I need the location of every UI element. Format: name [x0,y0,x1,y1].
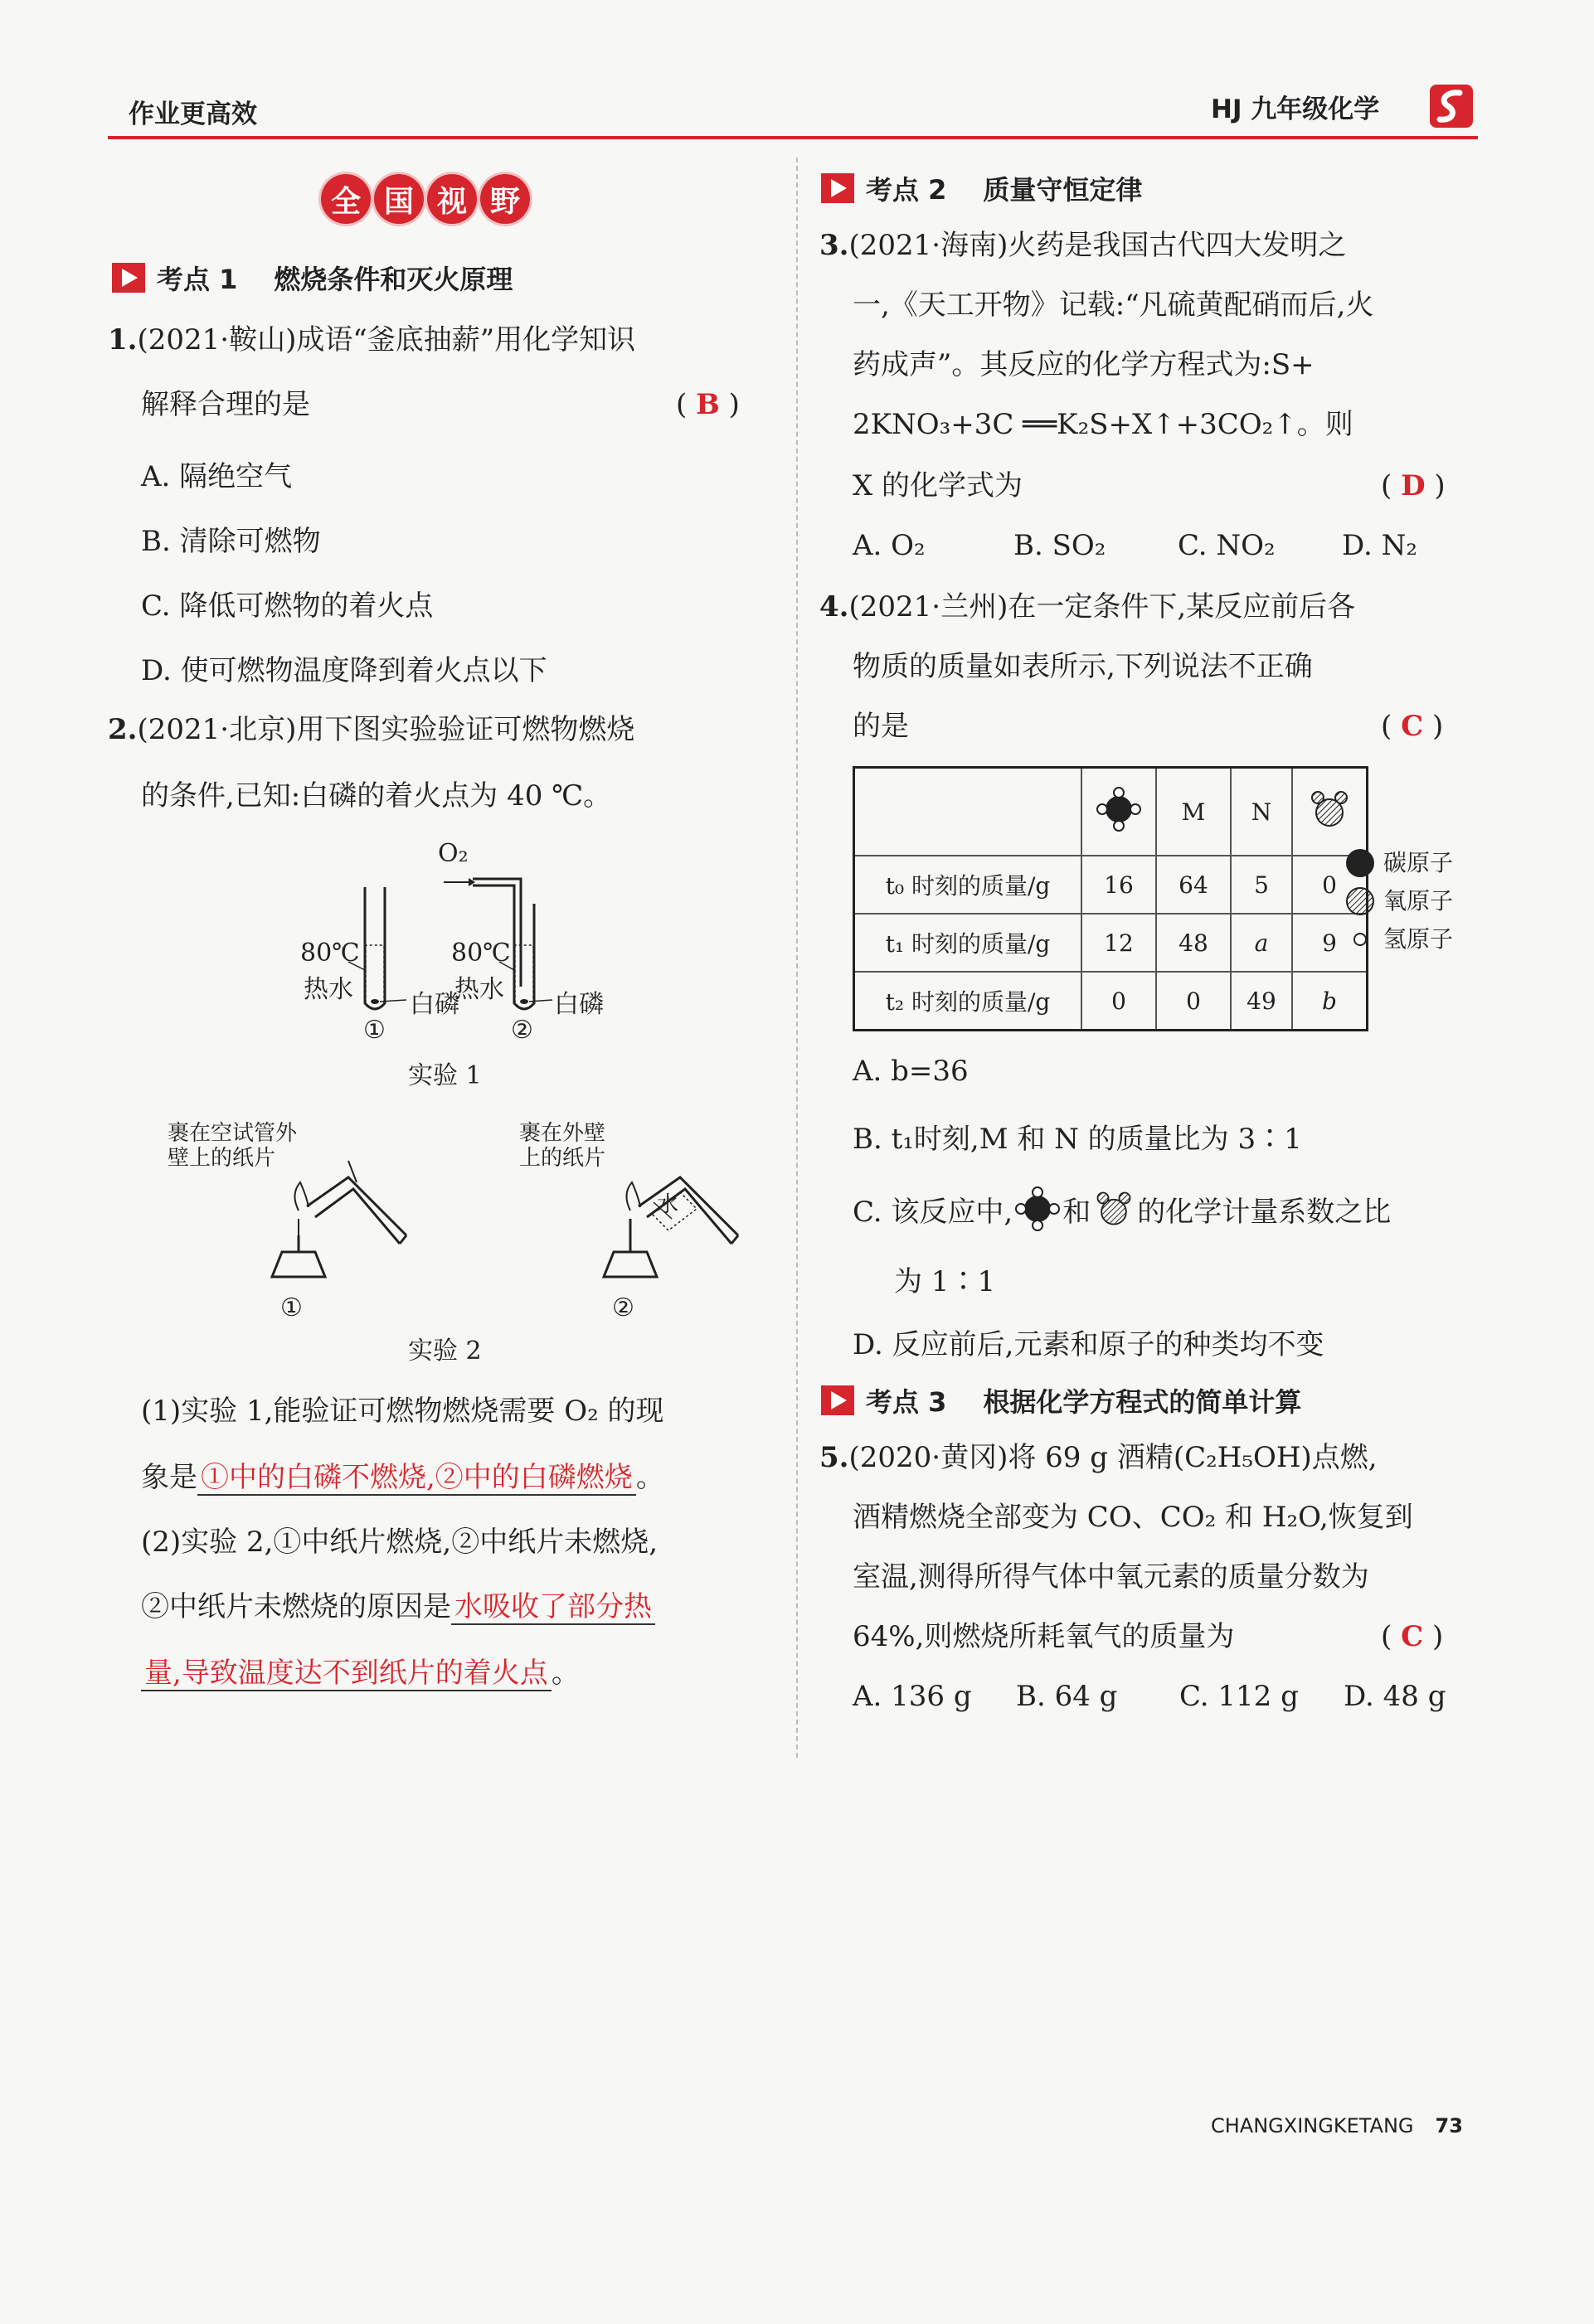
page-footer [1211,2114,1463,2137]
q4-option-c: C. 该反应中, 和 的化学计量系数之比 [853,1184,1391,1234]
header-right: HJ 九年级化学 [1211,95,1380,124]
q2-part2-line1: (2)实验 2,①中纸片燃烧,②中纸片未燃烧, [141,1526,658,1559]
table-cell: 0 [1156,972,1231,1031]
question-5-answer: ( C ) [1381,1620,1444,1653]
q1-option-b: B. 清除可燃物 [141,525,321,558]
banner-char: 视 [427,174,477,224]
q2-part2-line3: 量,导致温度达不到纸片的着火点 。 [141,1657,580,1690]
q5-option-b: B. 64 g [1016,1680,1118,1713]
question-4-line1: 4.(2021·兰州)在一定条件下,某反应前后各 [819,590,1356,623]
carbon-atom-icon [1344,847,1377,880]
table-header-cell [1081,768,1156,856]
topic-label: 考点 1 [157,264,238,295]
exp2-label-2a: 裹在外壁 [519,1121,606,1146]
table-header-cell: M [1156,768,1231,856]
table-cell: 0 [1081,972,1156,1031]
table-cell: 49 [1231,972,1292,1031]
question-1-line1: 1.(2021·鞍山)成语“釜底抽薪”用化学知识 [108,323,636,357]
topic-title: 质量守恒定律 [983,174,1143,206]
exp1-water-2: 热水 [454,975,504,1004]
table-cell: 5 [1231,856,1292,914]
question-4-line3: 的是 [853,710,909,743]
table-row [854,914,1368,972]
q2-part2-answer-a: 水吸收了部分热 [451,1590,655,1625]
question-1-answer: ( B ) [676,388,740,421]
q2-part2-answer-b: 量,导致温度达不到纸片的着火点 [141,1657,552,1691]
q3-option-c: C. NO₂ [1178,529,1276,562]
question-3-line2: 一,《天工开物》记载:“凡硫黄配硝而后,火 [853,289,1374,322]
exp2-mark-1: ① [280,1293,303,1322]
question-3-line4: 2KNO₃+3C ══K₂S+X↑+3CO₂↑。则 [853,408,1353,441]
molecule-h2o-icon [1305,786,1354,832]
play-marker-icon [821,173,854,203]
exp1-temp-2: 80℃ [451,939,511,968]
table-header-cell: N [1231,768,1292,856]
q5-option-a: A. 136 g [853,1680,972,1713]
question-5-line2: 酒精燃烧全部变为 CO、CO₂ 和 H₂O,恢复到 [853,1501,1413,1534]
question-4-line2: 物质的质量如表所示,下列说法不正确 [853,650,1313,683]
q1-option-a: A. 隔绝空气 [141,460,293,493]
banner-char: 野 [480,174,530,224]
play-marker-icon [821,1385,854,1415]
table-header-row [854,768,1368,856]
page-number: 73 [1435,2114,1463,2137]
q5-option-d: D. 48 g [1344,1680,1446,1713]
exp2-label-2b: 上的纸片 [519,1146,606,1171]
topic-heading-1 [112,259,513,297]
atom-legend [1344,844,1453,958]
q2-part1-line1: (1)实验 1,能验证可燃物燃烧需要 O₂ 的现 [141,1395,664,1428]
exp2-water: 水 [657,1192,679,1217]
q3-option-d: D. N₂ [1342,529,1418,562]
question-2-line2: 的条件,已知:白磷的着火点为 40 ℃。 [141,779,612,813]
banner-char: 国 [374,174,424,224]
play-marker-icon [112,263,145,293]
row-label: t₀ 时刻的质量/g [854,856,1082,914]
question-5-line3: 室温,测得所得气体中氧元素的质量分数为 [853,1560,1369,1594]
q3-option-b: B. SO₂ [1013,529,1106,562]
experiment-2-figure [249,1128,746,1310]
exp1-water-1: 热水 [304,975,353,1004]
exp1-caption: 实验 1 [408,1061,482,1090]
table-row [854,856,1368,914]
table-header-cell [1292,768,1368,856]
question-1-line2: 解释合理的是 [141,388,310,421]
legend-item: 氢原子 [1344,920,1453,958]
question-3-answer: ( D ) [1381,469,1446,502]
q1-option-d: D. 使可燃物温度降到着火点以下 [141,654,547,687]
table-cell: a [1231,914,1292,972]
question-3-line5: X 的化学式为 [853,469,1023,502]
row-label: t₂ 时刻的质量/g [854,972,1082,1031]
exp1-phosphorus-1: 白磷 [410,990,459,1019]
question-4-answer: ( C ) [1381,710,1444,743]
molecule-ch4-icon [1013,1184,1062,1234]
hydrogen-atom-icon [1344,923,1377,956]
table-row [854,972,1368,1031]
table-cell: 0 [1292,856,1368,914]
question-5-line4: 64%,则燃烧所耗氧气的质量为 [853,1620,1235,1653]
mass-data-table [853,766,1368,1031]
q5-option-c: C. 112 g [1179,1680,1299,1713]
question-3-line1: 3.(2021·海南)火药是我国古代四大发明之 [819,229,1347,262]
topic-heading-2 [821,169,1142,207]
q2-part2-line2: ②中纸片未燃烧的原因是 水吸收了部分热 [141,1590,655,1623]
q2-part1-line2: 象是 ①中的白磷不燃烧,②中的白磷燃烧 。 [141,1461,664,1494]
o2-label: O₂ [438,839,469,868]
legend-item: 碳原子 [1344,844,1453,882]
exp2-caption: 实验 2 [408,1337,482,1366]
header-rule [108,136,1478,139]
exp1-temp-1: 80℃ [300,939,360,968]
exp2-label-1b: 壁上的纸片 [168,1146,276,1171]
question-5-line1: 5.(2020·黄冈)将 69 g 酒精(C₂H₅OH)点燃, [819,1441,1378,1474]
table-header-cell [854,768,1082,856]
row-label: t₁ 时刻的质量/g [854,914,1082,972]
molecule-ch4-icon [1094,784,1144,834]
q4-option-d: D. 反应前后,元素和原子的种类均不变 [853,1328,1324,1361]
topic-label: 考点 3 [866,1386,947,1418]
q4-option-b: B. t₁时刻,M 和 N 的质量比为 3∶1 [853,1123,1302,1156]
q1-option-c: C. 降低可燃物的着火点 [141,589,434,623]
exp1-mark-2: ② [511,1016,533,1045]
table-cell: 16 [1081,856,1156,914]
oxygen-atom-icon [1344,885,1377,918]
publisher-logo-icon [1428,83,1475,129]
q3-option-a: A. O₂ [853,529,926,562]
table-cell: 64 [1156,856,1231,914]
table-cell: 9 [1292,914,1368,972]
table-cell: 48 [1156,914,1231,972]
footer-brand: CHANGXINGKETANG [1211,2114,1414,2137]
header-left: 作业更高效 [129,99,257,129]
topic-title: 根据化学方程式的简单计算 [983,1386,1302,1418]
legend-item: 氧原子 [1344,882,1453,920]
q4-option-a: A. b=36 [853,1055,969,1088]
banner-char: 全 [321,174,371,224]
table-cell: b [1292,972,1368,1031]
exp2-mark-2: ② [612,1293,634,1322]
topic-label: 考点 2 [866,174,947,206]
q4-option-c-line2: 为 1∶1 [894,1265,996,1298]
topic-heading-3 [821,1381,1301,1419]
molecule-h2o-icon [1091,1187,1137,1230]
q2-part1-answer: ①中的白磷不燃烧,②中的白磷燃烧 [197,1461,636,1496]
column-divider [796,158,798,1758]
table-cell: 12 [1081,914,1156,972]
exp2-label-1a: 裹在空试管外 [168,1121,298,1146]
exp1-phosphorus-2: 白磷 [554,990,604,1019]
exp1-mark-1: ① [363,1016,386,1045]
section-banner [321,174,530,224]
question-2-line1: 2.(2021·北京)用下图实验验证可燃物燃烧 [108,713,635,746]
topic-title: 燃烧条件和灭火原理 [274,264,513,295]
question-3-line3: 药成声”。其反应的化学方程式为:S+ [853,348,1315,381]
